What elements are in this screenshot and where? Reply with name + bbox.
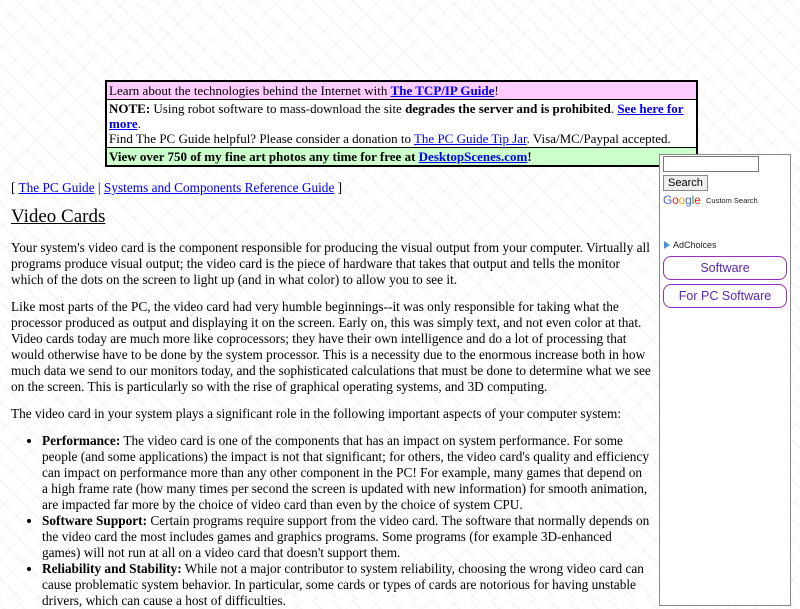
aspect-software-support xyxy=(42,513,651,561)
breadcrumb-systems-guide[interactable]: Systems and Components Reference Guide xyxy=(103,180,335,195)
donate-suffix: . Visa/MC/Paypal accepted. xyxy=(526,131,671,146)
google-letter: g xyxy=(685,193,692,207)
aspects-list xyxy=(11,433,651,609)
note-label: NOTE: xyxy=(109,101,151,116)
google-letter: e xyxy=(694,193,701,207)
google-letter: o xyxy=(678,193,686,207)
ad-pc-software-button[interactable]: For PC Software xyxy=(663,284,787,308)
google-letter: o xyxy=(672,193,679,207)
note-text-2: . xyxy=(610,101,618,116)
aspect-title: Performance: xyxy=(42,433,121,448)
custom-search-label: Custom Search xyxy=(706,196,758,205)
aspect-reliability xyxy=(42,561,651,609)
donate-text: Find The PC Guide helpful? Please consider a donation to xyxy=(109,131,414,146)
aspect-title: Software Support: xyxy=(42,513,148,528)
breadcrumb-pc-guide[interactable]: The PC Guide xyxy=(18,180,95,195)
main-content xyxy=(11,180,651,609)
aspect-text: Certain programs require support from the video card. The software that normally depends on the video card the most includes games and graphics programs. Some programs (for example 3D-enhanced games) will not run at all on a video card that doesn't support them. xyxy=(42,513,650,560)
tcpip-suffix: ! xyxy=(494,83,499,98)
adchoices-icon xyxy=(664,241,670,249)
photos-notice xyxy=(107,148,696,165)
adchoices-label: AdChoices xyxy=(673,240,717,250)
google-logo xyxy=(663,193,701,207)
aspect-title: Reliability and Stability: xyxy=(42,561,182,576)
notice-box xyxy=(105,80,698,167)
breadcrumb-close: ] xyxy=(334,180,343,195)
sidebar xyxy=(659,154,791,606)
aspect-text: While not a major contributor to system reliability, choosing the wrong video card can cause problematic system behavior. In particular, some cards or types of cards are notorious for having unstable drivers, which can cause a host of difficulties. xyxy=(42,561,644,608)
intro-paragraph: Your system's video card is the component responsible for producing the visual output from your computer. Virtually all programs produce visual output; the video card is the piece of hardware that takes that output and tells the monitor which of the dots on the screen to light up (and in what color) to allow you to see it. xyxy=(11,240,650,287)
aspect-text: The video card is one of the components that has an impact on system performance. For some people (and some applications) the impact is not that significant; for others, the video card's quality and efficiency can impact on performance more than any other component in the PC! For example, many games that depend on a high frame rate (how many times per second the screen is updated with new information) for smooth animation, are impacted far more by the choice of video card than even by the choice of system CPU. xyxy=(42,433,649,512)
adchoices[interactable] xyxy=(664,240,717,250)
google-letter: l xyxy=(691,193,695,207)
history-paragraph: Like most parts of the PC, the video card had very humble beginnings--it was only responsible for taking what the processor produced as output and displaying it on the screen. Early on, this was simply text, and not even color at that. Video cards today are much more like coprocessors; they have their own intelligence and do a lot of processing that would otherwise have to be done by the system processor. This is a necessity due to the enormous increase both in how much data we send to our monitors today, and the sophisticated calculations that must be done to determine what we see on the screen. This is particularly so with the rise of graphical operating systems, and 3D computing. xyxy=(11,299,651,394)
tcpip-text: Learn about the technologies behind the Internet with xyxy=(109,83,391,98)
desktopscenes-link[interactable]: DesktopScenes.com xyxy=(418,149,528,164)
search-input[interactable] xyxy=(663,156,759,172)
note-bold-text: degrades the server and is prohibited xyxy=(405,101,611,116)
tcpip-notice xyxy=(107,82,696,100)
photos-suffix: ! xyxy=(527,149,532,164)
tcpip-guide-link[interactable]: The TCP/IP Guide xyxy=(390,83,495,98)
breadcrumb-separator: | xyxy=(94,180,104,195)
tip-jar-link[interactable]: The PC Guide Tip Jar xyxy=(413,131,527,146)
page-title: Video Cards xyxy=(11,206,106,227)
ad-software-button[interactable]: Software xyxy=(663,256,787,280)
breadcrumb xyxy=(11,180,651,196)
note-text-3: . xyxy=(137,116,141,131)
role-paragraph: The video card in your system plays a significant role in the following important aspects of your computer system: xyxy=(11,406,622,421)
note-text: Using robot software to mass-download the site xyxy=(150,101,406,116)
google-letter: G xyxy=(663,193,673,207)
photos-text: View over 750 of my fine art photos any time for free at xyxy=(109,149,419,164)
robot-notice xyxy=(107,100,696,148)
aspect-performance xyxy=(42,433,651,513)
search-button[interactable]: Search xyxy=(663,175,708,191)
breadcrumb-open: [ xyxy=(11,180,19,195)
see-here-link[interactable]: See here for more xyxy=(109,101,684,131)
